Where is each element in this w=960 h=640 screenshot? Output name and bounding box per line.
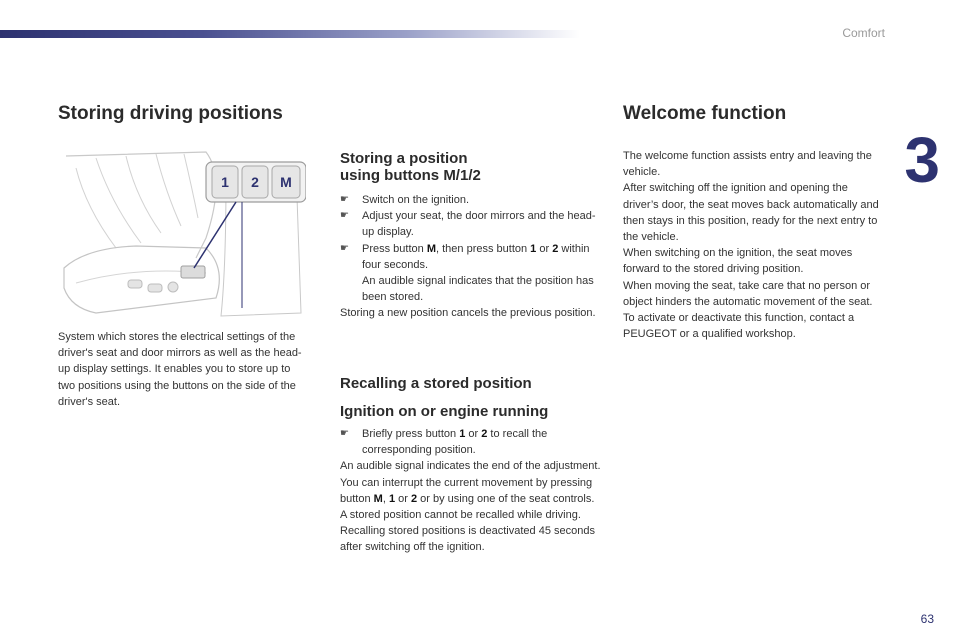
storing-step-1: ☛ Switch on the ignition. bbox=[340, 192, 602, 208]
storing-step-3: ☛ Press button M, then press button 1 or 2 within four seconds. An audible signal indicates that the position has been stored. bbox=[340, 242, 594, 304]
section-label: Comfort bbox=[842, 26, 885, 40]
pointing-hand-icon: ☛ bbox=[340, 242, 349, 254]
recalling-position-title: Recalling a stored position bbox=[340, 375, 532, 392]
recalling-p2: You can interrupt the current movement by pressing button M, 1 or 2 or by using one of the seat controls. bbox=[340, 476, 595, 505]
storing-steps bbox=[340, 192, 602, 322]
welcome-p1: The welcome function assists entry and leaving the vehicle. bbox=[623, 150, 872, 179]
pointing-hand-icon: ☛ bbox=[340, 194, 349, 205]
memory-button-1-label: 1 bbox=[221, 174, 229, 190]
storing-position-title bbox=[340, 150, 481, 184]
recalling-p1: An audible signal indicates the end of the adjustment. bbox=[340, 460, 601, 473]
header-gradient-bar bbox=[0, 30, 580, 38]
welcome-p4: When moving the seat, take care that no person or object hinders the automatic movement of the seat. bbox=[623, 279, 873, 308]
page-number: 63 bbox=[920, 612, 934, 626]
seat-illustration bbox=[56, 148, 306, 320]
pointing-hand-icon: ☛ bbox=[340, 210, 349, 222]
storing-position-title-line2: using buttons M/1/2 bbox=[340, 167, 481, 184]
memory-button-2-label: 2 bbox=[251, 174, 259, 190]
storing-position-title-line1: Storing a position bbox=[340, 150, 468, 167]
recalling-p4: Recalling stored positions is deactivated 45 seconds after switching off the ignition. bbox=[340, 525, 595, 554]
recalling-text bbox=[340, 426, 602, 556]
welcome-text bbox=[623, 148, 885, 342]
storing-step-2: ☛ Adjust your seat, the door mirrors and the head-up display. bbox=[340, 210, 596, 239]
intro-paragraph: System which stores the electrical settings of the driver's seat and door mirrors as well as the head-up display settings. It enables you to store up to two positions using the buttons on the side of the driver's seat. bbox=[58, 331, 302, 408]
pointing-hand-icon: ☛ bbox=[340, 428, 349, 439]
storing-step-3-note: An audible signal indicates that the position has been stored. bbox=[362, 275, 594, 304]
memory-button-m-label: M bbox=[280, 174, 292, 190]
recalling-step-1: ☛ Briefly press button 1 or 2 to recall the corresponding position. bbox=[340, 428, 548, 457]
storing-driving-positions-title: Storing driving positions bbox=[58, 103, 283, 124]
recalling-p3: A stored position cannot be recalled while driving. bbox=[340, 509, 581, 522]
chapter-number: 3 bbox=[904, 124, 940, 196]
welcome-p2: After switching off the ignition and opening the driver’s door, the seat moves back automatically and then stays in this position, ready for the next entry to the vehicle. bbox=[623, 182, 879, 244]
ignition-on-subtitle: Ignition on or engine running bbox=[340, 403, 549, 420]
welcome-function-title: Welcome function bbox=[623, 103, 787, 124]
welcome-p5: To activate or deactivate this function, contact a PEUGEOT or a qualified workshop. bbox=[623, 312, 855, 341]
welcome-p3: When switching on the ignition, the seat moves forward to the stored driving position. bbox=[623, 247, 853, 276]
storing-after-note: Storing a new position cancels the previous position. bbox=[340, 307, 596, 320]
